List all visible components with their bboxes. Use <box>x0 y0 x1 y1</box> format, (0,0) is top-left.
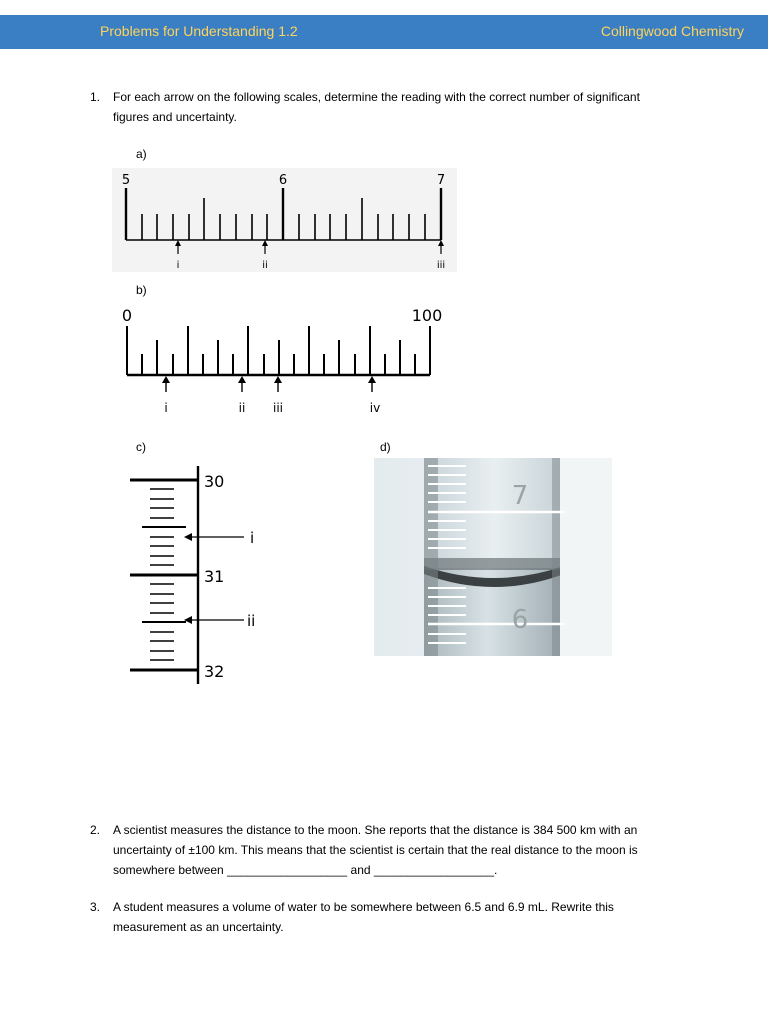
tick-label: 6 <box>278 173 288 188</box>
vertical-scale-c <box>126 462 266 686</box>
question-2 <box>90 820 690 880</box>
course-name: Collingwood Chemistry <box>600 23 744 39</box>
tick-label: 5 <box>121 173 131 188</box>
tick-label: 100 <box>411 306 443 325</box>
question-number: 3. <box>90 900 101 914</box>
arrow-label: ii <box>262 260 268 271</box>
scale-ticks <box>130 480 198 670</box>
question-number: 2. <box>90 823 101 837</box>
page-header <box>0 15 768 49</box>
arrow-label: iii <box>436 260 446 271</box>
scale-number: 6 <box>511 605 529 635</box>
graduated-cylinder-photo <box>374 458 612 656</box>
arrow-label: ii <box>238 401 246 415</box>
tick-label: 32 <box>204 662 225 681</box>
ruler-b <box>112 302 452 418</box>
question-1 <box>90 87 690 129</box>
left-arrow <box>184 533 244 541</box>
arrow-label: iv <box>369 401 381 415</box>
up-arrow <box>368 376 376 392</box>
arrow-label: i <box>176 260 180 271</box>
question-text: For each arrow on the following scales, determine the reading with the correct number of significant figures and uncertainty. <box>113 90 640 124</box>
tick-label: 30 <box>204 472 225 491</box>
arrow-label: iii <box>272 401 284 415</box>
part-c-label: c) <box>136 440 146 454</box>
tick-label: 31 <box>204 567 225 586</box>
arrow-label: ii <box>247 612 256 630</box>
question-text: A scientist measures the distance to the moon. She reports that the distance is 384 500 km with an uncertainty of ±100 km. This means that the scientist is certain that the real distance to the moon is somewhere between __________________ and __________________. <box>113 823 638 877</box>
up-arrow <box>162 376 170 392</box>
scale-ticks <box>127 326 430 375</box>
arrow-label: i <box>164 401 168 415</box>
ruler-a <box>112 168 457 272</box>
up-arrow <box>274 376 282 392</box>
part-d-label: d) <box>380 440 391 454</box>
arrow-label: i <box>250 529 255 547</box>
tick-label: 0 <box>121 306 133 325</box>
up-arrow <box>238 376 246 392</box>
question-number: 1. <box>90 90 101 104</box>
tick-label: 7 <box>436 173 446 188</box>
part-a-label: a) <box>136 147 147 161</box>
worksheet-title: Problems for Understanding 1.2 <box>100 23 298 39</box>
part-b-label: b) <box>136 283 147 297</box>
scale-number: 7 <box>511 481 529 511</box>
question-3 <box>90 897 690 939</box>
left-arrow <box>184 616 244 624</box>
question-text: A student measures a volume of water to be somewhere between 6.5 and 6.9 mL. Rewrite this measurement as an uncertainty. <box>113 900 614 934</box>
